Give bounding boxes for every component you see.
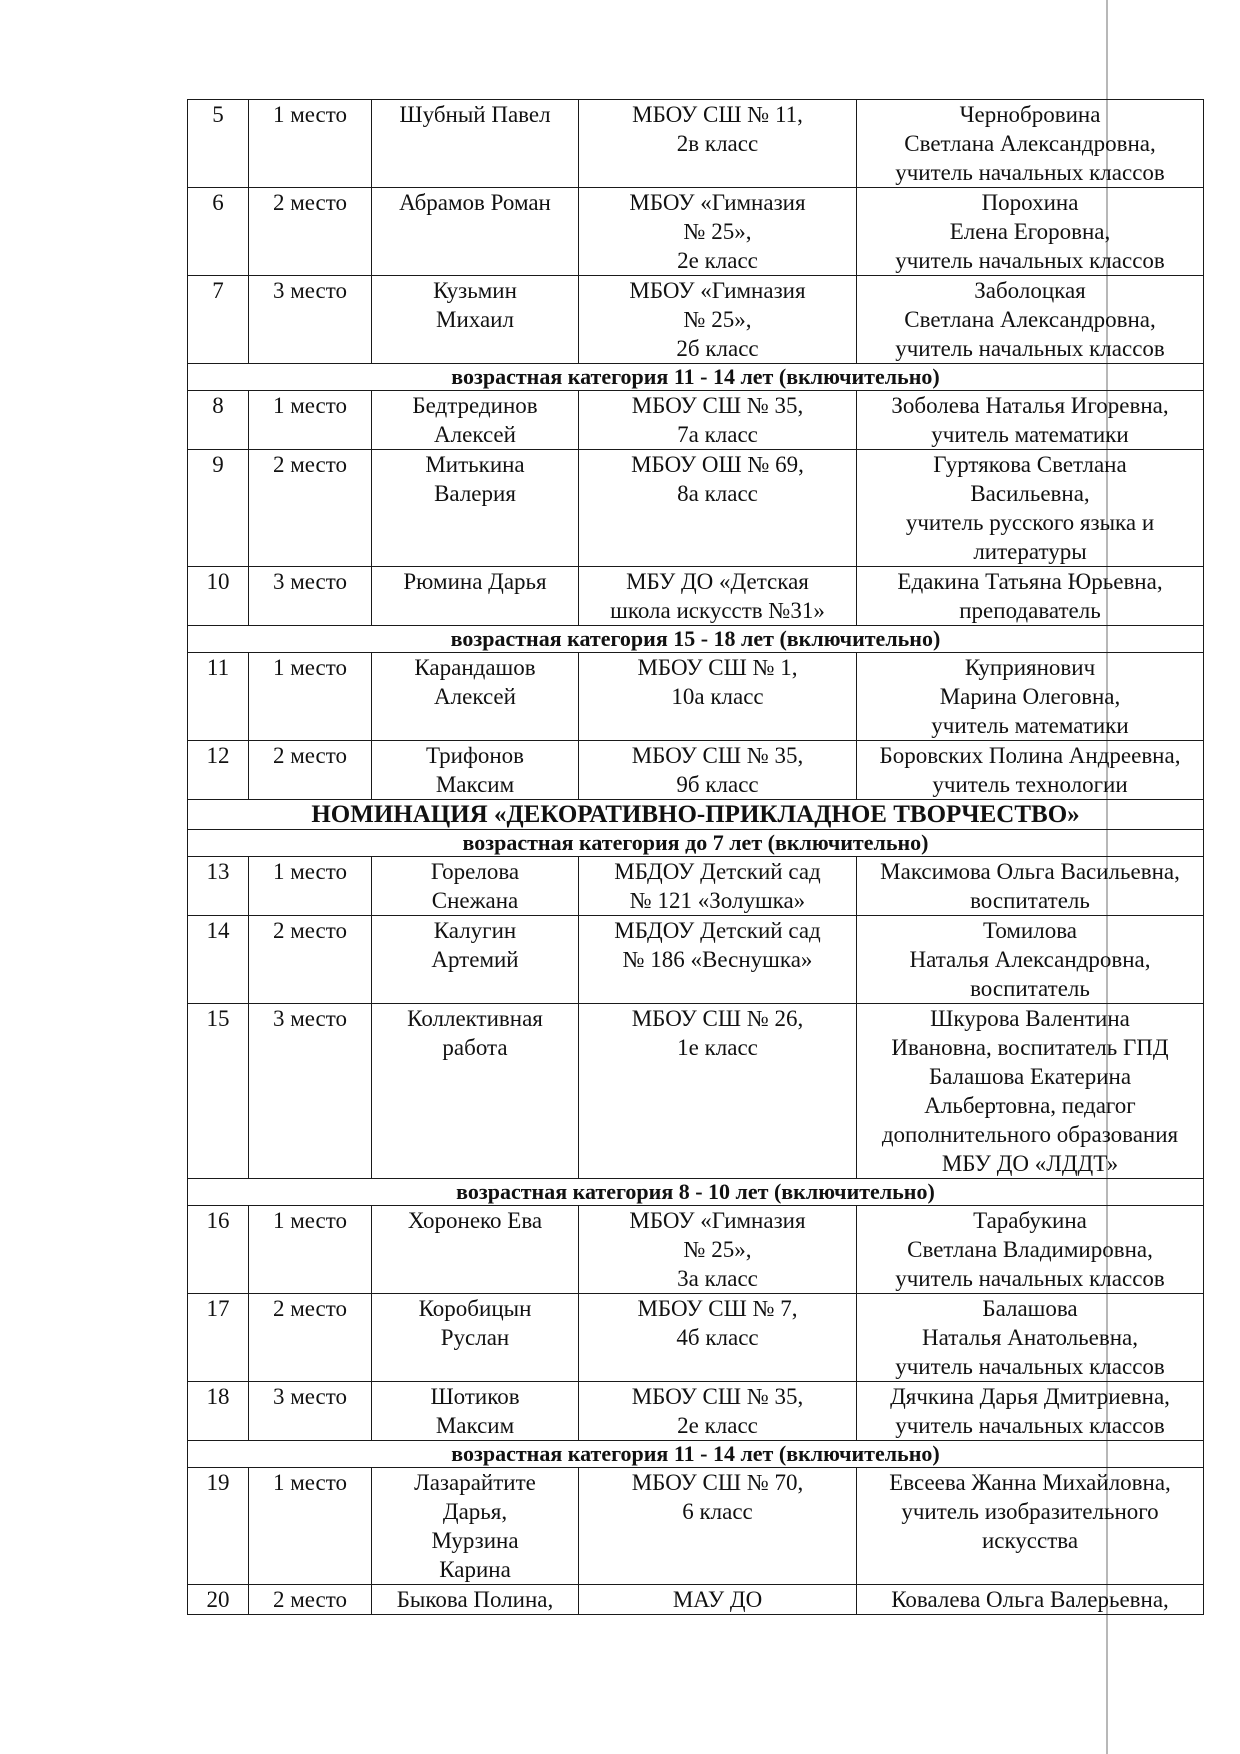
place-number-cell: 14 bbox=[188, 916, 249, 1004]
results-table-body bbox=[188, 100, 1204, 1615]
age-category-row bbox=[188, 1179, 1204, 1206]
place-number-cell: 13 bbox=[188, 857, 249, 916]
age-category-heading: возрастная категория 11 - 14 лет (включительно) bbox=[188, 364, 1204, 391]
place-number-cell: 10 bbox=[188, 567, 249, 626]
table-row bbox=[188, 916, 1204, 1004]
results-table bbox=[187, 99, 1204, 1615]
teacher-cell: Порохина Елена Егоровна, учитель начальных классов bbox=[857, 188, 1204, 276]
place-label-cell: 2 место bbox=[249, 1294, 372, 1382]
age-category-heading: возрастная категория 15 - 18 лет (включительно) bbox=[188, 626, 1204, 653]
teacher-cell: Шкурова Валентина Ивановна, воспитатель ГПД Балашова Екатерина Альбертовна, педагог дополнительного образования МБУ ДО «ЛДДТ» bbox=[857, 1004, 1204, 1179]
participant-name-cell: Коробицын Руслан bbox=[372, 1294, 579, 1382]
teacher-cell: Балашова Наталья Анатольевна, учитель начальных классов bbox=[857, 1294, 1204, 1382]
place-number-cell: 11 bbox=[188, 653, 249, 741]
institution-cell: МБОУ «Гимназия № 25», 2б класс bbox=[579, 276, 857, 364]
teacher-cell: Боровских Полина Андреевна, учитель технологии bbox=[857, 741, 1204, 800]
place-number-cell: 17 bbox=[188, 1294, 249, 1382]
participant-name-cell: Калугин Артемий bbox=[372, 916, 579, 1004]
institution-cell: МБОУ «Гимназия № 25», 3а класс bbox=[579, 1206, 857, 1294]
age-category-heading: возрастная категория 8 - 10 лет (включительно) bbox=[188, 1179, 1204, 1206]
place-label-cell: 2 место bbox=[249, 450, 372, 567]
participant-name-cell: Коллективная работа bbox=[372, 1004, 579, 1179]
place-label-cell: 1 место bbox=[249, 1468, 372, 1585]
participant-name-cell: Бедтрединов Алексей bbox=[372, 391, 579, 450]
teacher-cell: Евсеева Жанна Михайловна, учитель изобразительного искусства bbox=[857, 1468, 1204, 1585]
table-row bbox=[188, 1294, 1204, 1382]
teacher-cell: Заболоцкая Светлана Александровна, учитель начальных классов bbox=[857, 276, 1204, 364]
participant-name-cell: Шубный Павел bbox=[372, 100, 579, 188]
table-row bbox=[188, 450, 1204, 567]
table-row bbox=[188, 741, 1204, 800]
place-label-cell: 1 место bbox=[249, 1206, 372, 1294]
age-category-row bbox=[188, 364, 1204, 391]
place-label-cell: 1 место bbox=[249, 857, 372, 916]
institution-cell: МБУ ДО «Детская школа искусств №31» bbox=[579, 567, 857, 626]
place-label-cell: 3 место bbox=[249, 276, 372, 364]
teacher-cell: Куприянович Марина Олеговна, учитель математики bbox=[857, 653, 1204, 741]
age-category-heading: возрастная категория 11 - 14 лет (включительно) bbox=[188, 1441, 1204, 1468]
institution-cell: МБОУ «Гимназия № 25», 2е класс bbox=[579, 188, 857, 276]
place-label-cell: 2 место bbox=[249, 916, 372, 1004]
institution-cell: МБОУ СШ № 35, 9б класс bbox=[579, 741, 857, 800]
institution-cell: МБДОУ Детский сад № 186 «Веснушка» bbox=[579, 916, 857, 1004]
teacher-cell: Гуртякова Светлана Васильевна, учитель русского языка и литературы bbox=[857, 450, 1204, 567]
table-row bbox=[188, 391, 1204, 450]
participant-name-cell: Митькина Валерия bbox=[372, 450, 579, 567]
participant-name-cell: Горелова Снежана bbox=[372, 857, 579, 916]
place-number-cell: 7 bbox=[188, 276, 249, 364]
table-row bbox=[188, 100, 1204, 188]
participant-name-cell: Трифонов Максим bbox=[372, 741, 579, 800]
institution-cell: МБОУ СШ № 26, 1е класс bbox=[579, 1004, 857, 1179]
place-number-cell: 18 bbox=[188, 1382, 249, 1441]
participant-name-cell: Карандашов Алексей bbox=[372, 653, 579, 741]
institution-cell: МБДОУ Детский сад № 121 «Золушка» bbox=[579, 857, 857, 916]
participant-name-cell: Абрамов Роман bbox=[372, 188, 579, 276]
place-label-cell: 3 место bbox=[249, 1004, 372, 1179]
teacher-cell: Ковалева Ольга Валерьевна, bbox=[857, 1585, 1204, 1615]
table-row bbox=[188, 857, 1204, 916]
table-row bbox=[188, 1004, 1204, 1179]
teacher-cell: Дячкина Дарья Дмитриевна, учитель начальных классов bbox=[857, 1382, 1204, 1441]
place-number-cell: 9 bbox=[188, 450, 249, 567]
teacher-cell: Зоболева Наталья Игоревна, учитель математики bbox=[857, 391, 1204, 450]
table-row bbox=[188, 1382, 1204, 1441]
participant-name-cell: Быкова Полина, bbox=[372, 1585, 579, 1615]
institution-cell: МБОУ СШ № 70, 6 класс bbox=[579, 1468, 857, 1585]
place-label-cell: 3 место bbox=[249, 567, 372, 626]
place-label-cell: 2 место bbox=[249, 741, 372, 800]
participant-name-cell: Шотиков Максим bbox=[372, 1382, 579, 1441]
place-label-cell: 2 место bbox=[249, 188, 372, 276]
age-category-row bbox=[188, 830, 1204, 857]
institution-cell: МБОУ ОШ № 69, 8а класс bbox=[579, 450, 857, 567]
place-label-cell: 2 место bbox=[249, 1585, 372, 1615]
place-label-cell: 1 место bbox=[249, 653, 372, 741]
institution-cell: МБОУ СШ № 11, 2в класс bbox=[579, 100, 857, 188]
place-number-cell: 6 bbox=[188, 188, 249, 276]
nomination-heading-row bbox=[188, 800, 1204, 830]
institution-cell: МБОУ СШ № 1, 10а класс bbox=[579, 653, 857, 741]
table-row bbox=[188, 1206, 1204, 1294]
table-row bbox=[188, 653, 1204, 741]
place-number-cell: 15 bbox=[188, 1004, 249, 1179]
teacher-cell: Тарабукина Светлана Владимировна, учитель начальных классов bbox=[857, 1206, 1204, 1294]
place-number-cell: 12 bbox=[188, 741, 249, 800]
participant-name-cell: Кузьмин Михаил bbox=[372, 276, 579, 364]
place-label-cell: 1 место bbox=[249, 391, 372, 450]
nomination-heading: НОМИНАЦИЯ «ДЕКОРАТИВНО-ПРИКЛАДНОЕ ТВОРЧЕСТВО» bbox=[188, 800, 1204, 830]
table-row bbox=[188, 567, 1204, 626]
place-label-cell: 1 место bbox=[249, 100, 372, 188]
place-label-cell: 3 место bbox=[249, 1382, 372, 1441]
participant-name-cell: Хоронеко Ева bbox=[372, 1206, 579, 1294]
table-row bbox=[188, 188, 1204, 276]
teacher-cell: Чернобровина Светлана Александровна, учитель начальных классов bbox=[857, 100, 1204, 188]
age-category-row bbox=[188, 626, 1204, 653]
place-number-cell: 5 bbox=[188, 100, 249, 188]
place-number-cell: 20 bbox=[188, 1585, 249, 1615]
institution-cell: МАУ ДО bbox=[579, 1585, 857, 1615]
participant-name-cell: Лазарайтите Дарья, Мурзина Карина bbox=[372, 1468, 579, 1585]
teacher-cell: Максимова Ольга Васильевна, воспитатель bbox=[857, 857, 1204, 916]
institution-cell: МБОУ СШ № 35, 7а класс bbox=[579, 391, 857, 450]
teacher-cell: Едакина Татьяна Юрьевна, преподаватель bbox=[857, 567, 1204, 626]
table-row bbox=[188, 1585, 1204, 1615]
table-row bbox=[188, 276, 1204, 364]
age-category-row bbox=[188, 1441, 1204, 1468]
teacher-cell: Томилова Наталья Александровна, воспитатель bbox=[857, 916, 1204, 1004]
table-row bbox=[188, 1468, 1204, 1585]
place-number-cell: 16 bbox=[188, 1206, 249, 1294]
place-number-cell: 19 bbox=[188, 1468, 249, 1585]
age-category-heading: возрастная категория до 7 лет (включительно) bbox=[188, 830, 1204, 857]
participant-name-cell: Рюмина Дарья bbox=[372, 567, 579, 626]
institution-cell: МБОУ СШ № 35, 2е класс bbox=[579, 1382, 857, 1441]
place-number-cell: 8 bbox=[188, 391, 249, 450]
institution-cell: МБОУ СШ № 7, 4б класс bbox=[579, 1294, 857, 1382]
